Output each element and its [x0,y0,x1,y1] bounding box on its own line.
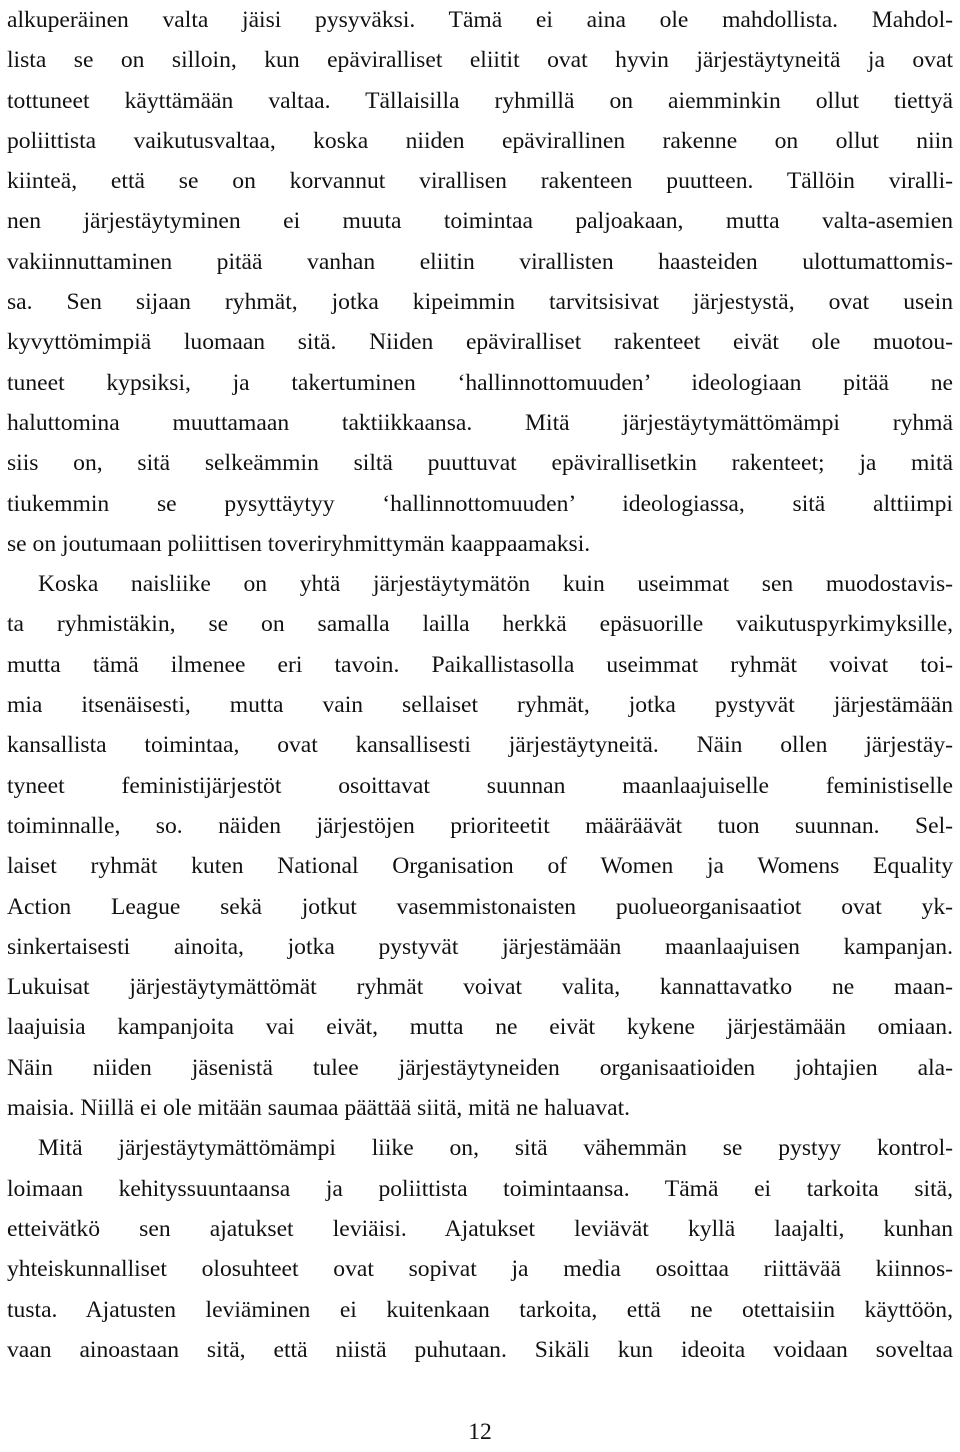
text-line: sa. Sen sijaan ryhmät, jotka kipeimmin tarvitsisivat järjestystä, ovat usein [7,289,953,316]
text-line: tuneet kypsiksi, ja takertuminen ‘hallinnottomuuden’ ideologiaan pitää ne [7,369,953,396]
text-line: Mitä järjestäytymättömämpi liike on, sitä vähemmän se pystyy kontrol- [38,1135,953,1162]
text-line: kansallista toimintaa, ovat kansallisesti järjestäytyneitä. Näin ollen järjestäy- [7,732,953,759]
text-line: laiset ryhmät kuten National Organisation of Women ja Womens Equality [7,853,953,880]
text-line: vakiinnuttaminen pitää vanhan eliitin virallisten haasteiden ulottumattomis- [7,248,953,275]
text-line: nen järjestäytyminen ei muuta toimintaa paljoakaan, mutta valta-asemien [7,208,953,235]
paragraph [7,1128,953,1370]
text-line: maisia. Niillä ei ole mitään saumaa päättää siitä, mitä ne haluavat. [7,1095,631,1122]
text-line: mutta tämä ilmenee eri tavoin. Paikallistasolla useimmat ryhmät voivat toi- [7,651,953,678]
text-line: mia itsenäisesti, mutta vain sellaiset ryhmät, jotka pystyvät järjestämään [7,692,953,719]
body-text [7,0,953,1370]
text-line: tusta. Ajatusten leviäminen ei kuitenkaan tarkoita, että ne otettaisiin käyttöön, [7,1296,953,1323]
text-line: vaan ainoastaan sitä, että niistä puhutaan. Sikäli kun ideoita voidaan soveltaa [7,1336,953,1363]
text-line: yhteiskunnalliset olosuhteet ovat sopivat ja media osoittaa riittävää kiinnos- [7,1256,953,1283]
text-line: ta ryhmistäkin, se on samalla lailla herkkä epäsuorille vaikutuspyrkimyksille, [7,611,953,638]
text-line: laajuisia kampanjoita vai eivät, mutta ne eivät kykene järjestämään omiaan. [7,1014,953,1041]
page-number: 12 [468,1419,492,1445]
text-line: loimaan kehityssuuntaansa ja poliittista toimintaansa. Tämä ei tarkoita sitä, [7,1175,953,1202]
text-line: sinkertaisesti ainoita, jotka pystyvät järjestämään maanlaajuisen kampanjan. [7,933,953,960]
text-line: Näin niiden jäsenistä tulee järjestäytyneiden organisaatioiden johtajien ala- [7,1054,953,1081]
text-line: tiukemmin se pysyttäytyy ‘hallinnottomuuden’ ideologiassa, sitä alttiimpi [7,490,953,517]
text-line: poliittista vaikutusvaltaa, koska niiden epävirallinen rakenne on ollut niin [7,127,953,154]
text-line: lista se on silloin, kun epäviralliset eliitit ovat hyvin järjestäytyneitä ja ovat [7,47,953,74]
text-line: alkuperäinen valta jäisi pysyväksi. Tämä ei aina ole mahdollista. Mahdol- [7,7,953,33]
paragraph [7,0,953,564]
text-line: Action League sekä jotkut vasemmistonaisten puolueorganisaatiot ovat yk- [7,893,953,920]
document-page [7,0,953,1370]
text-line: haluttomina muuttamaan taktiikkaansa. Mitä järjestäytymättömämpi ryhmä [7,409,953,436]
paragraph [7,564,953,1128]
text-line: se on joutumaan poliittisen toveriryhmittymän kaappaamaksi. [7,530,591,557]
text-line: siis on, sitä selkeämmin siltä puuttuvat epävirallisetkin rakenteet; ja mitä [7,450,953,477]
text-line: kiinteä, että se on korvannut virallisen rakenteen puutteen. Tällöin viralli- [7,168,953,195]
text-line: Koska naisliike on yhtä järjestäytymätön kuin useimmat sen muodostavis- [38,571,953,598]
text-line: kyvyttömimpiä luomaan sitä. Niiden epäviralliset rakenteet eivät ole muotou- [7,329,953,356]
text-line: tottuneet käyttämään valtaa. Tällaisilla ryhmillä on aiemminkin ollut tiettyä [7,87,953,114]
text-line: toiminnalle, so. näiden järjestöjen prioriteetit määräävät tuon suunnan. Sel- [7,812,953,839]
text-line: etteivätkö sen ajatukset leviäisi. Ajatukset leviävät kyllä laajalti, kunhan [7,1215,953,1242]
text-line: tyneet feministijärjestöt osoittavat suunnan maanlaajuiselle feministiselle [7,772,953,799]
text-line: Lukuisat järjestäytymättömät ryhmät voivat valita, kannattavatko ne maan- [7,974,953,1001]
